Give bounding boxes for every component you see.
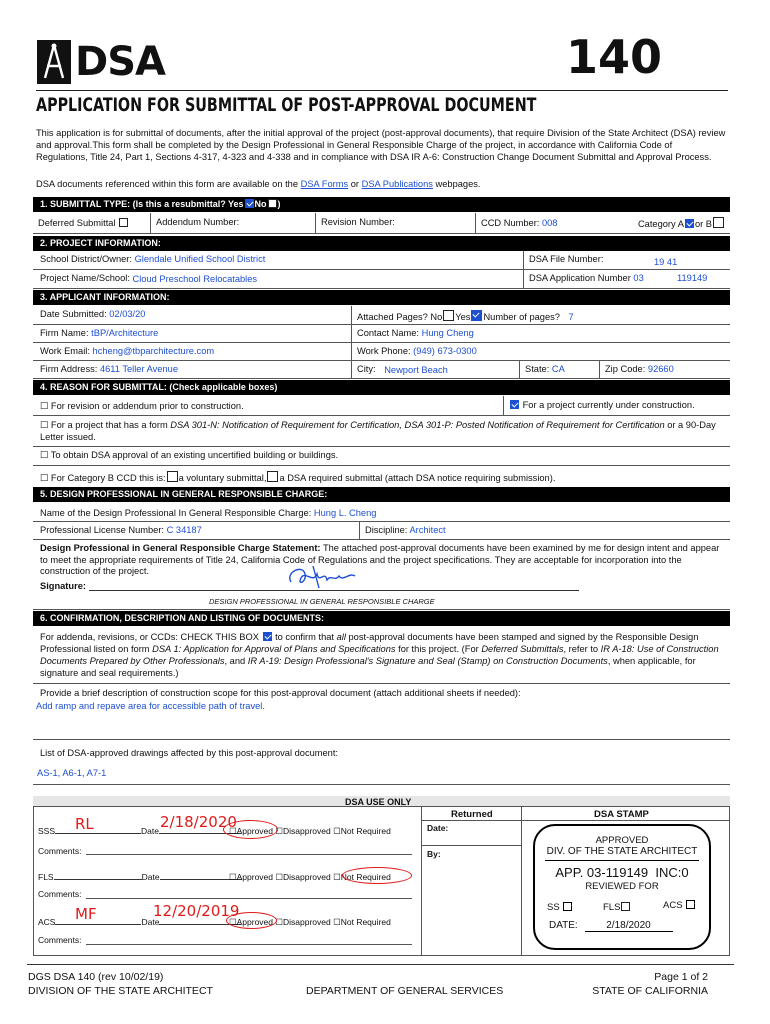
section-1-header: 1. SUBMITTAL TYPE: (Is this a resubmittal? Yes No ): [33, 197, 730, 212]
form-title: APPLICATION FOR SUBMITTAL OF POST-APPROVAL DOCUMENT: [36, 95, 537, 116]
firm-name-field[interactable]: Firm Name: tBP/Architecture: [40, 328, 159, 338]
fls-not-required-circle: [342, 867, 412, 884]
discipline-field[interactable]: Discipline: Architect: [359, 522, 730, 539]
reason-301-option[interactable]: ☐ For a project that has a form DSA 301-N: Notification of Requirement for Certification, DSA 301-P: Posted Notification of Requirement for Certification or a 90-Day Letter issued.: [40, 420, 716, 442]
school-district-field[interactable]: School District/Owner: Glendale Unified School District: [40, 254, 266, 264]
license-number-field[interactable]: Professional License Number: C 34187: [40, 525, 202, 535]
project-name-field[interactable]: Project Name/School: Cloud Preschool Relocatables: [40, 273, 258, 284]
date-submitted-field[interactable]: Date Submitted: 02/03/20: [40, 309, 146, 319]
section-6-header: 6. CONFIRMATION, DESCRIPTION AND LISTING OF DOCUMENTS:: [33, 611, 730, 626]
scope-description-label: Provide a brief description of construction scope for this post-approval document (attach additional sheets if needed):: [40, 688, 521, 698]
work-phone-field[interactable]: Work Phone: (949) 673-0300: [351, 343, 730, 360]
drawings-list-label: List of DSA-approved drawings affected by this post-approval document:: [40, 748, 339, 758]
sss-date: 2/18/2020: [160, 813, 237, 831]
resubmittal-no-checkbox[interactable]: [268, 199, 277, 208]
acs-approved-circle: [226, 912, 277, 929]
fls-not-required-option[interactable]: ☐Not Required: [333, 872, 391, 882]
city-field[interactable]: City: Newport Beach: [351, 361, 519, 378]
reason-uncertified-option[interactable]: ☐ To obtain DSA approval of an existing uncertified building or buildings.: [40, 450, 339, 460]
footer-department: DEPARTMENT OF GENERAL SERVICES: [306, 985, 504, 997]
dsa-forms-link[interactable]: DSA Forms: [300, 179, 349, 189]
fls-approved-option[interactable]: ☐Approved: [229, 872, 274, 882]
footer-state: STATE OF CALIFORNIA: [592, 985, 708, 997]
dsa-application-number-field[interactable]: DSA Application Number 03 119149: [523, 270, 730, 288]
attached-no-checkbox[interactable]: [443, 310, 454, 321]
reference-line: DSA documents referenced within this form are available on the DSA Forms or DSA Publications webpages.: [36, 179, 481, 189]
section-1-row: Deferred Submittal Addendum Number: Revision Number: CCD Number: 008 Category A or B: [33, 213, 730, 234]
footer-division: DIVISION OF THE STATE ARCHITECT: [28, 985, 213, 997]
statement-block: Design Professional in General Responsible Charge Statement: The attached post-approval documents have been examined by me for design intent and appear to meet the appropriate requirements of Title 24, California Code of Regulations and the project specifications. They are acceptable for incorporation into the construction of the project. Signature: DESIGN PROFESSIONAL IN GENERAL RESPONSIBLE CHARGE: [33, 540, 730, 610]
sss-approved-circle: [223, 820, 278, 839]
ccd-number-field[interactable]: CCD Number: 008: [475, 213, 605, 233]
category-a-checkbox[interactable]: [685, 219, 694, 228]
section-5-header: 5. DESIGN PROFESSIONAL IN GENERAL RESPONSIBLE CHARGE:: [33, 487, 730, 502]
scope-description-field[interactable]: Add ramp and repave area for accessible path of travel.: [36, 701, 265, 711]
firm-address-field[interactable]: Firm Address: 4611 Teller Avenue: [40, 364, 178, 374]
resubmittal-yes-checkbox[interactable]: [245, 199, 254, 208]
deferred-submittal-checkbox[interactable]: [119, 218, 128, 227]
intro-paragraph: This application is for submittal of documents, after the initial approval of the project (post-approval documents), that require Division of the State Architect (DSA) review and approval.This form shall be completed by the Design Professional in General Responsible Charge of the project, in accordance with California Code of Regulations, Title 24, Part 1, Sections 4-317, 4-323 and 4-338 and in compliance with DSA IR A-6: Construction Change Document Submittal and Approval Process.: [36, 128, 726, 162]
category-b-checkbox[interactable]: [713, 217, 724, 228]
confirmation-checkbox[interactable]: [263, 632, 272, 641]
acs-not-required-option[interactable]: ☐Not Required: [333, 917, 391, 927]
dsa-use-only-title: DSA USE ONLY: [345, 797, 412, 807]
header-divider: [36, 90, 728, 91]
sss-disapproved-option[interactable]: ☐Disapproved: [275, 826, 331, 836]
stamp-acs-checkbox: [686, 900, 695, 909]
under-construction-checkbox[interactable]: [510, 400, 519, 409]
attached-yes-checkbox[interactable]: [471, 310, 482, 321]
form-number: 140: [565, 30, 662, 84]
signature-image: [283, 562, 363, 592]
reason-under-construction-option[interactable]: For a project currently under construction.: [503, 396, 730, 415]
acs-disapproved-option[interactable]: ☐Disapproved: [275, 917, 331, 927]
section-4-header: 4. REASON FOR SUBMITTAL: (Check applicable boxes): [33, 380, 730, 395]
logo-text: DSA: [75, 39, 165, 85]
design-professional-name-field[interactable]: Name of the Design Professional In General Responsible Charge: Hung L. Cheng: [40, 508, 377, 518]
addendum-number-field[interactable]: Addendum Number:: [150, 213, 315, 233]
dsa-file-number-field[interactable]: DSA File Number: 19 41: [523, 251, 730, 269]
sss-approved-option[interactable]: ☐Approved: [229, 826, 274, 836]
sss-initials: RL: [75, 815, 94, 833]
state-field[interactable]: State: CA: [519, 361, 599, 378]
acs-date: 12/20/2019: [153, 902, 240, 920]
drawings-list-field[interactable]: AS-1, A6-1, A7-1: [37, 768, 107, 778]
sss-not-required-option[interactable]: ☐Not Required: [333, 826, 391, 836]
work-email-field[interactable]: Work Email: hcheng@tbparchitecture.com: [40, 346, 215, 356]
dsa-logo: [37, 40, 165, 84]
revision-number-field[interactable]: Revision Number:: [315, 213, 475, 233]
dsa-approval-stamp: APPROVED DIV. OF THE STATE ARCHITECT APP. 03-119149 INC:0 REVIEWED FOR SS FLS ACS DATE: 2/18/2020: [533, 824, 711, 950]
fls-disapproved-option[interactable]: ☐Disapproved: [275, 872, 331, 882]
section-3-header: 3. APPLICANT INFORMATION:: [33, 290, 730, 305]
stamp-ss-checkbox: [563, 902, 572, 911]
compass-icon: [37, 40, 71, 84]
footer-form-rev: DGS DSA 140 (rev 10/02/19): [28, 971, 164, 983]
reason-category-b-option[interactable]: ☐ For Category B CCD this is: a voluntary submittal, a DSA required submittal (attach DSA notice requiring submission).: [40, 473, 556, 483]
voluntary-submittal-checkbox[interactable]: [167, 471, 178, 482]
stamp-fls-checkbox: [621, 902, 630, 911]
reason-revision-option[interactable]: ☐ For revision or addendum prior to construction.: [40, 401, 244, 411]
contact-name-field[interactable]: Contact Name: Hung Cheng: [351, 325, 730, 342]
section-2-header: 2. PROJECT INFORMATION:: [33, 236, 730, 251]
acs-approved-option[interactable]: ☐Approved: [229, 917, 274, 927]
required-submittal-checkbox[interactable]: [267, 471, 278, 482]
dsa-publications-link[interactable]: DSA Publications: [361, 179, 433, 189]
acs-initials: MF: [75, 905, 97, 923]
signature-caption: DESIGN PROFESSIONAL IN GENERAL RESPONSIBLE CHARGE: [209, 597, 435, 606]
confirmation-statement: For addenda, revisions, or CCDs: CHECK THIS BOX to confirm that all post-approval documents have been stamped and signed by the Responsible Design Professional listed on form DSA 1: Application for Approval of Plans and Specifications for this project. (For Deferred Submittals, refer to IR A-18: Use of Construction Documents Prepared by Other Professionals, and IR A-19: Design Professional's Signature and Seal (Stamp) on Construction Documents, when applicable, for signature and seal requirements.): [40, 632, 719, 678]
footer-page-number: Page 1 of 2: [654, 971, 708, 983]
zip-code-field[interactable]: Zip Code: 92660: [599, 361, 730, 378]
